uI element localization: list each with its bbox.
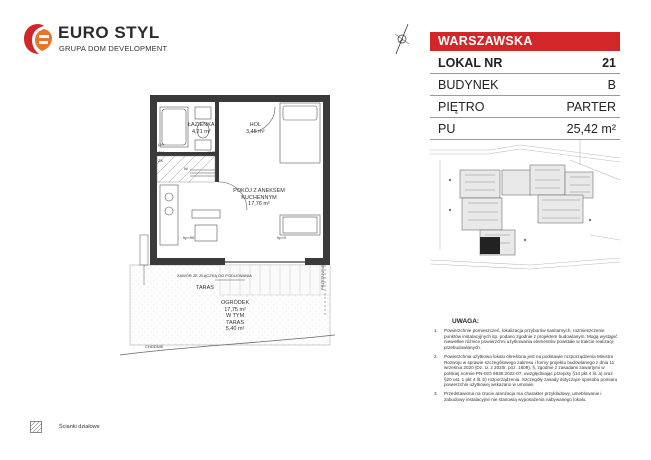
legend-label: Ścianki działowe (59, 424, 100, 430)
room-name: HOL (249, 122, 261, 128)
note-item: 2. Powierzchnia użytkowa lokalu określona jest na podstawie rozporządzenia Ministra Rozwoju w sprawie szczegółowego zakresu i formy projektu budowlanego z dnia 11 września 2020 (Dz. U. z 2020r. poz. 1609), §, zgodnie z zasadami zawartymi w polskiej normie PN-ISO 9836:2022-07, uwzględniając przepisy §14 pkt 4 lit. a) oraz §20 ust. 1 pkt 4 lit. b) rozporządzenia. Szczegóły zasady dotyczące sposobu pomiaru powierzchni użytkowej wskazano w umowie. (434, 353, 618, 388)
room-name: OGRÓDEK (221, 300, 250, 306)
notes-section (434, 318, 619, 402)
north-arrow-icon (390, 22, 414, 56)
taras-label: TARAS (196, 285, 214, 291)
info-row-pu (430, 118, 620, 140)
info-row-pietro (430, 96, 620, 118)
note-item: 3. Przedstawiona na rzucie aranżacja ma charakter przykładowy, umeblowanie i zabudowy instalacyjne nie stanowią wyposażenia nabywanego lokalu. (434, 391, 602, 402)
room-extra-area: 5,40 m² (225, 326, 245, 332)
notes-title: UWAGA: (452, 318, 480, 325)
hp-label-1: hp=90 (183, 235, 195, 240)
w-label: W (184, 166, 188, 171)
info-row-lokal (430, 52, 620, 74)
info-value: B (607, 78, 616, 92)
room-name: ŁAZIENKA (188, 122, 215, 128)
brand-subtitle: GRUPA DOM DEVELOPMENT (59, 44, 168, 53)
hwp-label: HWP (206, 150, 216, 155)
investment-name: WARSZAWSKA (438, 34, 533, 48)
info-row-budynek (430, 74, 620, 96)
unit-location-marker (480, 237, 500, 254)
room-ogrodek (221, 300, 249, 333)
room-area: 17,76 m² (248, 201, 270, 207)
room-extra-name: TARAS (226, 319, 245, 326)
hp-label-2: hp=0 (277, 235, 287, 240)
brand-name: EURO STYL (58, 23, 160, 42)
zk-label: ZK (158, 158, 164, 163)
room-area: 3,45 m² (246, 128, 265, 135)
zawor-label: ZAWÓR ZE ZŁĄCZKĄ DO PODLEWANIA (177, 273, 252, 278)
info-label: PIĘTRO (438, 100, 485, 114)
room-pokoj (224, 188, 294, 208)
info-label: PU (438, 122, 456, 136)
przesuwne-label: PRZESUWNE (320, 264, 325, 290)
site-plan-map (430, 140, 620, 300)
room-lazienka (188, 122, 215, 135)
room-area: 4,21 m² (191, 128, 211, 135)
info-header (430, 32, 620, 51)
eurostyl-logo-icon (22, 22, 54, 56)
info-value: 21 (602, 56, 616, 70)
info-value: PARTER (566, 100, 616, 114)
info-label: LOKAL NR (438, 56, 503, 70)
note-item: 1. Powierzchnie pomieszczeń, lokalizacja przyborów sanitarnych, rozmieszczenie punktów instalacyjnych itp. podano zgodnie z projektem budowlanym. Mogą wystąpić niewielkie różnice powierzchni użytkowania elementów powstałe w trakcie realizacji przebudowlanych. (434, 328, 618, 351)
room-hol (246, 122, 265, 135)
lm-label: LM (158, 142, 164, 147)
room-area: 17,75 m² (224, 306, 246, 313)
info-label: BUDYNEK (438, 78, 499, 92)
room-name: POKÓJ Z ANEKSEM KUCHENNYM (233, 188, 285, 201)
info-value: 25,42 m² (566, 122, 616, 136)
zm-label: ZM (158, 150, 164, 155)
room-extra: W TYM (225, 313, 245, 319)
chodnik-label: CHODNIK (145, 344, 164, 349)
partition-wall-legend-icon (30, 421, 42, 433)
brand-logo (22, 22, 168, 58)
